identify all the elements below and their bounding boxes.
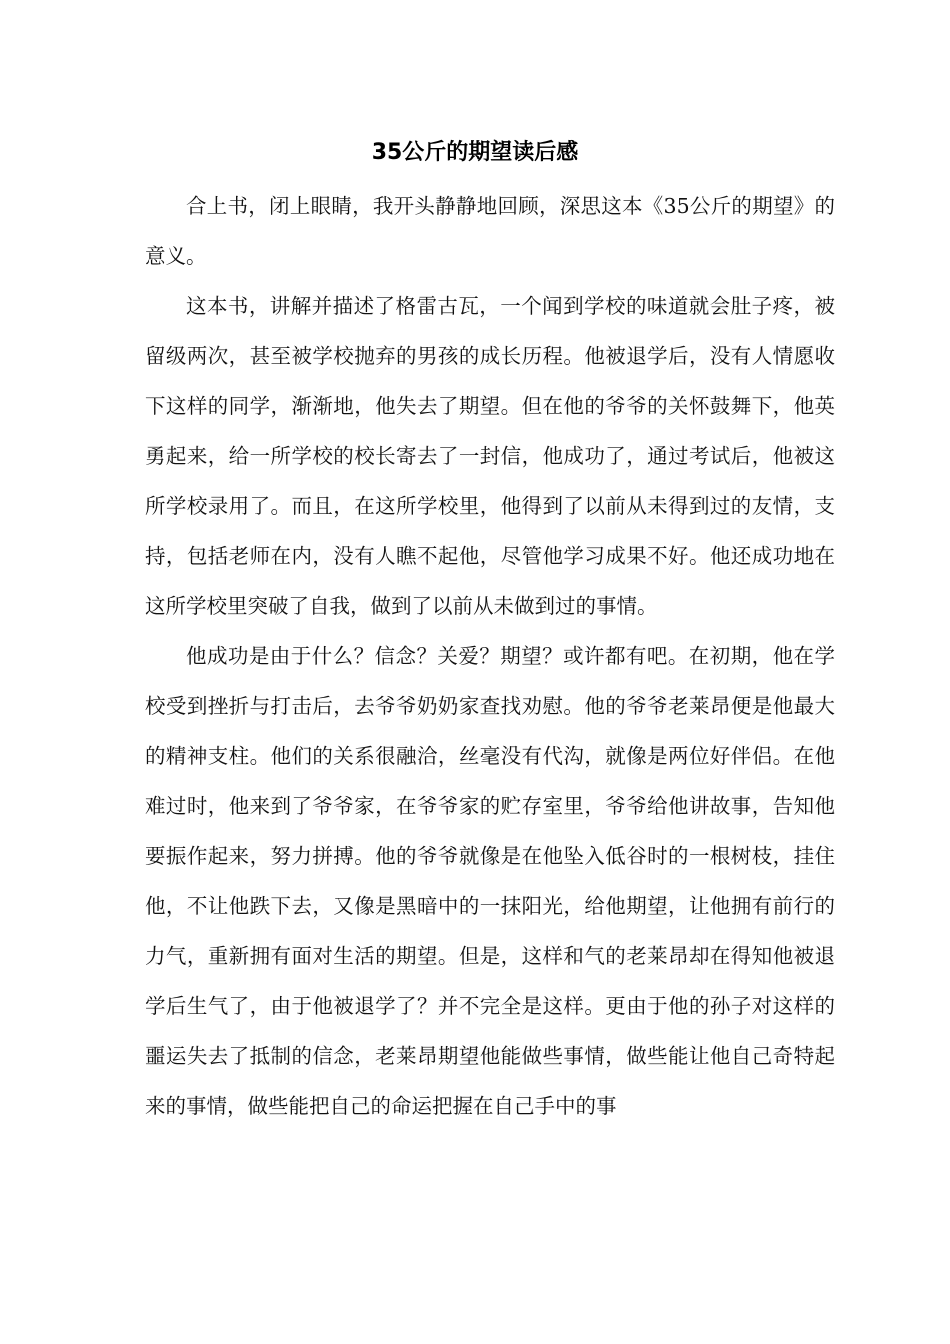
paragraph-2: 这本书，讲解并描述了格雷古瓦，一个闻到学校的味道就会肚子疼，被留级两次，甚至被学校抛弃的男孩的成长历程。他被退学后，没有人情愿收下这样的同学，渐渐地，他失去了期望。但在他的爷爷的关怀鼓舞下，他英勇起来，给一所学校的校长寄去了一封信，他成功了，通过考试后，他被这所学校录用了。而且，在这所学校里，他得到了以前从未得到过的友情，支持，包括老师在内，没有人瞧不起他，尽管他学习成果不好。他还成功地在这所学校里突破了自我，做到了以前从未做到过的事情。 <box>145 294 835 618</box>
paragraph-3: 他成功是由于什么？信念？关爱？期望？或许都有吧。在初期，他在学校受到挫折与打击后，去爷爷奶奶家查找劝慰。他的爷爷老莱昂便是他最大的精神支柱。他们的关系很融洽，丝毫没有代沟，就像是两位好伴侣。在他难过时，他来到了爷爷家，在爷爷家的贮存室里，爷爷给他讲故事，告知他要振作起来，努力拼搏。他的爷爷就像是在他坠入低谷时的一根树枝，挂住他，不让他跌下去，又像是黑暗中的一抹阳光，给他期望，让他拥有前行的力气，重新拥有面对生活的期望。但是，这样和气的老莱昂却在得知他被退学后生气了，由于他被退学了？并不完全是这样。更由于他的孙子对这样的噩运失去了抵制的信念，老莱昂期望他能做些事情，做些能让他自己奇特起来的事情，做些能把自己的命运把握在自己手中的事 <box>145 644 835 1118</box>
document-title: 35公斤的期望读后感 <box>371 140 579 165</box>
paragraph-1: 合上书，闭上眼睛，我开头静静地回顾，深思这本《35公斤的期望》的意义。 <box>145 194 835 268</box>
document-body <box>145 181 835 1131</box>
